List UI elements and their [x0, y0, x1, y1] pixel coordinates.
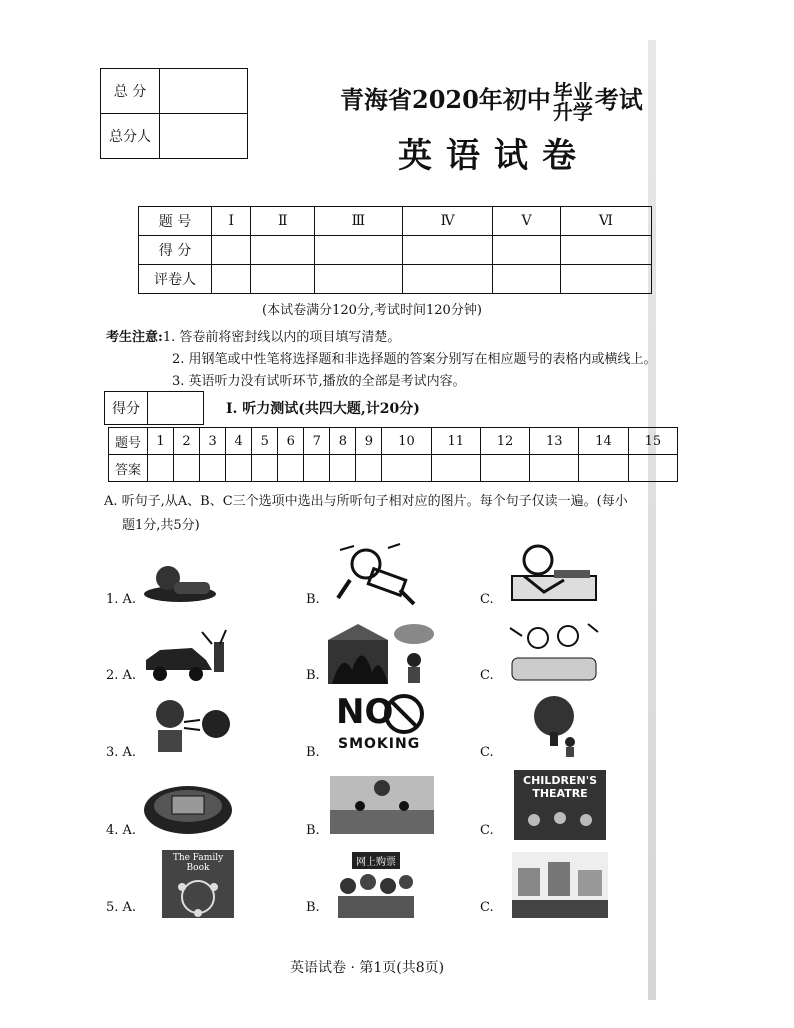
car-accident-image[interactable]: [140, 626, 232, 684]
answer-table: [108, 427, 678, 482]
grader-cell[interactable]: [402, 265, 493, 294]
no-smoking-no-text: NO: [336, 692, 394, 732]
q-number: 3: [200, 428, 226, 455]
theatre-text-top: CHILDREN'S: [523, 774, 597, 787]
q3-a-label: 3. A.: [106, 745, 137, 760]
grader-cell[interactable]: [315, 265, 403, 294]
q-number: 11: [431, 428, 480, 455]
q1-a-label: 1. A.: [106, 592, 137, 607]
q2-b-label: B.: [306, 668, 320, 683]
notice-item-3: 3. 英语听力没有试听环节,播放的全部是考试内容。: [172, 374, 466, 389]
q1-c-label: C.: [480, 592, 494, 607]
family-icon: [162, 873, 234, 923]
street-shops-image[interactable]: [512, 852, 608, 918]
family-book-title: The Family Book: [172, 853, 224, 873]
total-score-label: 总 分: [101, 69, 160, 114]
answer-row-label: 答案: [109, 455, 148, 482]
section-title: Ⅰ. 听力测试(共四大题,计20分): [226, 401, 420, 417]
section-score-box: [104, 391, 204, 425]
col-4: Ⅳ: [402, 207, 493, 236]
q2-a-label: 2. A.: [106, 668, 137, 683]
q5-a-label: 5. A.: [106, 900, 137, 915]
q-number: 9: [356, 428, 382, 455]
answer-cell[interactable]: [226, 455, 252, 482]
grader-cell[interactable]: [212, 265, 251, 294]
q3-c-label: C.: [480, 745, 494, 760]
q3-b-label: B.: [306, 745, 320, 760]
q1-b-label: B.: [306, 592, 320, 607]
q-number: 5: [252, 428, 278, 455]
q-number: 1: [148, 428, 174, 455]
title-stack-top: 毕业: [552, 79, 593, 104]
grader-cell[interactable]: [560, 265, 651, 294]
answer-cell[interactable]: [579, 455, 628, 482]
notice-line-1: [106, 326, 400, 345]
row-label-grader: 评卷人: [139, 265, 212, 294]
notice-heading: 考生注意:: [106, 330, 163, 345]
grader-cell[interactable]: [251, 265, 315, 294]
online-ticket-sign: 网上购票: [352, 852, 400, 869]
col-2: Ⅱ: [251, 207, 315, 236]
no-smoking-sign-image[interactable]: [330, 692, 434, 756]
col-1: Ⅰ: [212, 207, 251, 236]
row-label-score: 得 分: [139, 236, 212, 265]
answer-cell[interactable]: [200, 455, 226, 482]
sleeping-person-image[interactable]: [330, 540, 420, 610]
exam-title: [340, 80, 643, 122]
q2-c-label: C.: [480, 668, 494, 683]
q-number: 6: [278, 428, 304, 455]
q4-c-label: C.: [480, 823, 494, 838]
score-cell[interactable]: [402, 236, 493, 265]
no-smoking-text: SMOKING: [338, 736, 421, 752]
col-3: Ⅲ: [315, 207, 403, 236]
answer-cell[interactable]: [174, 455, 200, 482]
notice-item-2: 2. 用钢笔或中性笔将选择题和非选择题的答案分别写在相应题号的表格内或横线上。: [172, 352, 657, 367]
title-stack: [552, 79, 593, 124]
answer-cell[interactable]: [304, 455, 330, 482]
score-cell[interactable]: [560, 236, 651, 265]
notice-item-1: 1. 答卷前将密封线以内的项目填写清楚。: [162, 330, 401, 345]
answer-cell[interactable]: [530, 455, 579, 482]
section-score-label: 得分: [105, 392, 148, 425]
row-label-number: 题 号: [139, 207, 212, 236]
q-number: 15: [628, 428, 677, 455]
stadium-image[interactable]: [140, 772, 236, 838]
score-cell[interactable]: [251, 236, 315, 265]
score-cell[interactable]: [493, 236, 560, 265]
audience-icon: [514, 800, 606, 836]
exam-subject: 英语试卷: [398, 136, 590, 176]
q-number: 4: [226, 428, 252, 455]
tree-person-image[interactable]: [522, 694, 586, 760]
page-footer: 英语试卷 · 第1页(共8页): [290, 960, 445, 976]
football-match-image[interactable]: [330, 776, 434, 834]
answer-cell[interactable]: [480, 455, 529, 482]
answer-cell[interactable]: [628, 455, 677, 482]
q-number: 14: [579, 428, 628, 455]
q-number: 10: [382, 428, 431, 455]
online-ticket-image[interactable]: [334, 850, 416, 920]
q5-b-label: B.: [306, 900, 320, 915]
title-part1: 青海省2020年初中: [340, 85, 551, 114]
scorer-cell[interactable]: [160, 114, 248, 159]
people-celebrating-image[interactable]: [502, 618, 606, 686]
q-number: 13: [530, 428, 579, 455]
scan-edge-shadow: [648, 40, 656, 1000]
title-part2: 考试: [594, 85, 643, 114]
col-6: Ⅵ: [560, 207, 651, 236]
q-number: 8: [330, 428, 356, 455]
q-number: 7: [304, 428, 330, 455]
crying-person-image[interactable]: [140, 556, 220, 606]
crowd-icon: [334, 868, 416, 920]
instruction-line-2: 题1分,共5分): [122, 518, 200, 533]
scorer-label: 总分人: [101, 114, 160, 159]
person-at-table-image[interactable]: [504, 540, 604, 606]
answer-cell[interactable]: [148, 455, 174, 482]
section-score-cell[interactable]: [148, 392, 204, 425]
score-cell[interactable]: [212, 236, 251, 265]
answer-cell[interactable]: [252, 455, 278, 482]
house-fire-image[interactable]: [322, 620, 436, 686]
answer-cell[interactable]: [330, 455, 356, 482]
q4-b-label: B.: [306, 823, 320, 838]
question-score-table: [138, 206, 652, 294]
q4-a-label: 4. A.: [106, 823, 137, 838]
grader-cell[interactable]: [493, 265, 560, 294]
total-score-box: [100, 68, 248, 159]
family-book-image[interactable]: [162, 850, 234, 918]
exam-info: (本试卷满分120分,考试时间120分钟): [262, 303, 482, 318]
childrens-theatre-image[interactable]: [514, 770, 606, 840]
answer-cell[interactable]: [382, 455, 431, 482]
col-5: Ⅴ: [493, 207, 560, 236]
answer-cell[interactable]: [356, 455, 382, 482]
coughing-person-image[interactable]: [138, 696, 236, 760]
face-icon: [380, 692, 428, 736]
answer-header-label: 题号: [109, 428, 148, 455]
answer-cell[interactable]: [431, 455, 480, 482]
instruction-line-1: A. 听句子,从A、B、C三个选项中选出与所听句子相对应的图片。每个句子仅读一遍。(每小: [104, 494, 628, 509]
title-stack-bottom: 升学: [552, 99, 593, 124]
q-number: 12: [480, 428, 529, 455]
q5-c-label: C.: [480, 900, 494, 915]
answer-cell[interactable]: [278, 455, 304, 482]
score-cell[interactable]: [315, 236, 403, 265]
total-score-cell[interactable]: [160, 69, 248, 114]
q-number: 2: [174, 428, 200, 455]
theatre-text-bottom: THEATRE: [532, 787, 588, 800]
